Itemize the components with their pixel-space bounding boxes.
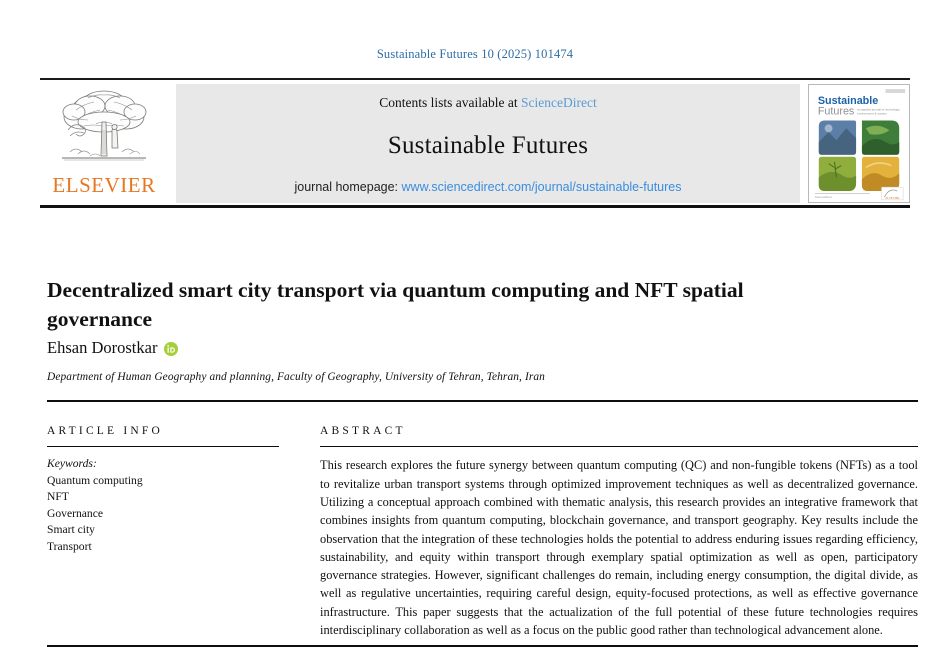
abstract-heading-rule	[320, 446, 918, 447]
article-info-top-rule	[47, 400, 918, 402]
article-info-column	[47, 425, 279, 555]
article-info-heading-rule	[47, 446, 279, 447]
svg-text:ScienceDirect: ScienceDirect	[814, 195, 832, 199]
svg-text:an applied journal of technolo: an applied journal of technology,	[857, 107, 901, 112]
masthead-top-rule	[40, 78, 910, 80]
author-affiliation: Department of Human Geography and planning, Faculty of Geography, University of Tehran, Tehran, Iran	[47, 371, 545, 383]
svg-text:environment & society: environment & society	[857, 111, 887, 116]
keyword-item: Quantum computing	[47, 473, 143, 487]
contents-available-line	[379, 95, 596, 111]
abstract-column	[320, 425, 918, 652]
elsevier-logo	[40, 84, 168, 203]
keyword-item: NFT	[47, 490, 69, 504]
abstract-heading: ABSTRACT	[320, 425, 406, 437]
page-bottom-rule	[47, 645, 918, 647]
keyword-item: Governance	[47, 506, 104, 520]
keywords-block	[47, 456, 279, 555]
journal-banner	[176, 84, 800, 203]
journal-homepage-label: journal homepage:	[294, 180, 399, 194]
keyword-item: Transport	[47, 539, 92, 553]
author-line	[47, 338, 178, 358]
journal-title: Sustainable Futures	[387, 131, 589, 159]
article-info-heading: ARTICLE INFO	[47, 425, 163, 437]
journal-cover-artwork	[809, 85, 909, 202]
masthead-bottom-rule	[40, 205, 910, 208]
journal-cover-thumbnail	[808, 84, 910, 203]
running-head: Sustainable Futures 10 (2025) 101474	[376, 47, 574, 61]
journal-homepage-link[interactable]: www.sciencedirect.com/journal/sustainable-futures	[401, 180, 682, 194]
page-title: Decentralized smart city transport via quantum computing and NFT spatial governance	[47, 278, 744, 331]
author-name: Ehsan Dorostkar	[47, 338, 158, 357]
journal-homepage-line	[294, 180, 681, 194]
svg-text:ELSEVIER: ELSEVIER	[885, 195, 900, 200]
svg-text:Futures: Futures	[817, 105, 855, 118]
elsevier-tree-icon	[50, 86, 158, 174]
keyword-item: Smart city	[47, 523, 95, 537]
abstract-text: This research explores the future synergy between quantum computing (QC) and non-fungible tokens (NFTs) as a tool to revitalize urban transport systems through optimized improvement techniques as well as decentralized governance. Utilizing a conceptual approach combined with thematic analysis, this research provides an integrative framework that combines insights from quantum computing, blockchain governance, and transport geography. Key results include the observation that the integration of these technologies holds the potential to address enduring issues regarding efficiency, sustainability, and equity within transport through exemplary spatial optimization as well as open, participatory governance strategies. However, significant challenges do remain, including energy consumption, the digital divide, as well as regulative uncertainties, requiring careful design, equity-focused protections, as well as effective governance infrastructure. This paper suggests that the actualization of the full potential of these future technologies requires interdisciplinary collaboration as well as a focus on the public good rather than technological advancement alone.	[320, 458, 918, 638]
keywords-label: Keywords:	[47, 457, 97, 471]
sciencedirect-link[interactable]: ScienceDirect	[521, 95, 597, 110]
svg-text:Sustainable: Sustainable	[817, 94, 879, 107]
contents-available-prefix: Contents lists available at	[379, 95, 518, 110]
orcid-icon[interactable]	[164, 341, 178, 355]
elsevier-wordmark: ELSEVIER	[52, 173, 156, 197]
journal-masthead	[40, 84, 910, 203]
